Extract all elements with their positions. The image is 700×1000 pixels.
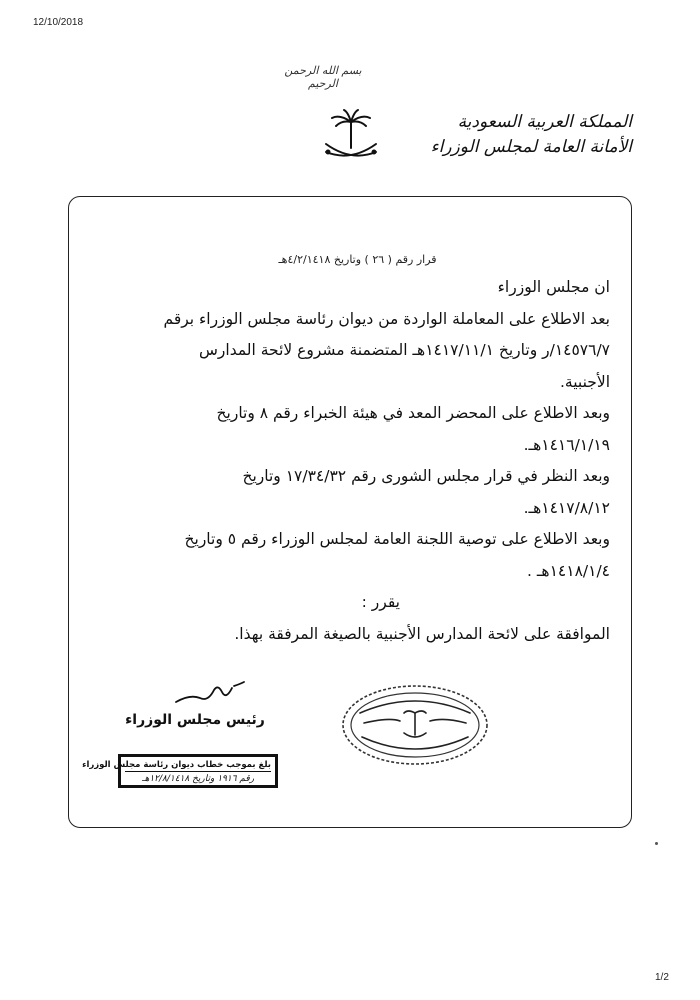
decision-body [90,272,610,650]
paragraph-1-line-3: الأجنبية. [560,372,610,391]
decides-heading: يقرر : [361,593,400,611]
signer-title: رئيس مجلس الوزراء [125,712,265,728]
signature-scribble-icon [170,680,250,708]
page-number: 1/2 [655,972,669,983]
opening-line: ان مجلس الوزراء [497,278,610,296]
decision-text: الموافقة على لائحة المدارس الأجنبية بالصيغة المرفقة بهذا. [234,624,610,643]
paragraph-4-line-2: ١٤١٨/١/٤هـ . [527,561,610,580]
saudi-emblem-icon [318,108,384,164]
paragraph-3-line-1: وبعد النظر في قرار مجلس الشورى رقم ١٧/٣٤/٣٢ وتاريخ [242,467,610,485]
paragraph-1-line-1: بعد الاطلاع على المعاملة الواردة من ديوان رئاسة مجلس الوزراء برقم [163,309,610,328]
margin-mark [655,842,658,845]
paragraph-4-line-1: وبعد الاطلاع على توصية اللجنة العامة لمجلس الوزراء رقم ٥ وتاريخ [184,530,610,548]
stamp-line-1: بلغ بموجب خطاب ديوان رئاسة مجلس الوزراء [82,760,271,770]
paragraph-3-line-2: ١٤١٧/٨/١٢هـ. [523,498,610,517]
paragraph-1-line-2: ١٤٥٧٦/٧/ر وتاريخ ١٤١٧/١١/١هـ المتضمنة مشروع لائحة المدارس [198,341,610,359]
basmala: بسم الله الرحمن الرحيم [284,64,362,90]
transmittal-stamp [82,754,278,788]
stamp-line-2: رقم ١٩١٦ وتاريخ ١٢/٨/١٤١٨هـ [141,774,255,784]
decision-reference: قرار رقم ( ٢٦ ) وتاريخ ٤/٢/١٤١٨هـ [278,253,437,266]
print-date: 12/10/2018 [33,17,84,28]
paragraph-2-line-2: ١٤١٦/١/١٩هـ. [523,435,610,454]
kingdom-name: المملكة العربية السعودية [457,112,632,132]
official-seal-icon [340,683,490,767]
paragraph-2-line-1: وبعد الاطلاع على المحضر المعد في هيئة الخبراء رقم ٨ وتاريخ [216,404,610,422]
letterhead [412,110,632,160]
secretariat-name: الأمانة العامة لمجلس الوزراء [430,137,632,157]
